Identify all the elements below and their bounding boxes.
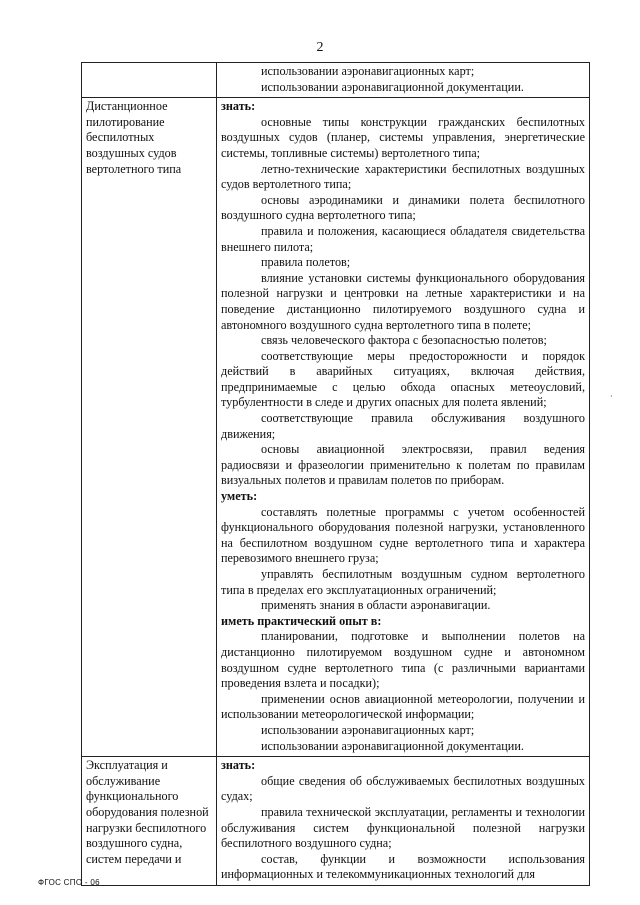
requirement-label: уметь: xyxy=(221,489,258,504)
table-row xyxy=(82,757,590,886)
requirements-cell xyxy=(217,63,590,98)
requirement-item: влияние установки системы функционального оборудования полезной нагрузки и центровки на летные характеристики и на поведение дистанционно пилотируемого воздушного судна и автономного воздушного судна вертолетного типа в полете; xyxy=(221,270,585,332)
requirement-item: управлять беспилотным воздушным судном вертолетного типа в пределах его эксплуатационных ограничений; xyxy=(221,567,585,597)
requirement-label: знать: xyxy=(221,99,256,114)
requirement-item: соответствующие меры предосторожности и порядок действий в аварийных ситуациях, включая действия, предпринимаемые с целью обхода опасных метеоусловий, турбулентности в следе и других опасных для полета явлений; xyxy=(221,348,585,410)
requirement-item: использовании аэронавигационных карт; xyxy=(261,722,475,737)
requirement-item: общие сведения об обслуживаемых беспилотных воздушных судах; xyxy=(221,773,585,804)
requirement-item: основные типы конструкции гражданских беспилотных воздушных судов (планер, системы управления, энергетические системы, топливные системы) вертолетного типа; xyxy=(221,114,585,160)
competency-table xyxy=(81,62,590,886)
scan-mark: · xyxy=(610,392,613,401)
requirements-cell xyxy=(217,757,590,886)
requirements-cell xyxy=(217,98,590,757)
requirement-item: использовании аэронавигационной документации. xyxy=(261,79,524,94)
requirement-item: связь человеческого фактора с безопасностью полетов; xyxy=(261,333,547,348)
requirement-item: использовании аэронавигационной документации. xyxy=(261,738,524,753)
requirement-item: соответствующие правила обслуживания воздушного движения; xyxy=(221,411,585,441)
requirement-item: правила полетов; xyxy=(261,255,351,270)
page-number: 2 xyxy=(316,40,324,55)
footer-code: ФГОС СПО - 06 xyxy=(38,878,100,887)
requirement-label: знать: xyxy=(221,758,256,773)
table-body xyxy=(82,63,590,886)
table-row xyxy=(82,98,590,757)
requirement-item: применении основ авиационной метеорологии, получении и использовании метеорологической информации; xyxy=(221,691,585,722)
requirement-item: основы авиационной электросвязи, правил ведения радиосвязи и фразеологии применительно к полетам по правилам визуальных полетов и правилам полетов по приборам. xyxy=(221,442,585,488)
module-name-cell xyxy=(82,63,217,98)
requirement-item: применять знания в области аэронавигации. xyxy=(261,598,491,613)
requirement-item: правила технической эксплуатации, регламенты и технологии обслуживания систем функциональной полезной нагрузки беспилотного воздушного судна; xyxy=(221,804,585,851)
requirement-item: составлять полетные программы с учетом особенностей функционального оборудования полезной нагрузки, установленного на беспилотном воздушном судне вертолетного типа и характера перевозимого внешнего груза; xyxy=(221,504,585,566)
requirement-label: иметь практический опыт в: xyxy=(221,613,382,628)
requirement-item: основы аэродинамики и динамики полета беспилотного воздушного судна вертолетного типа; xyxy=(221,192,585,223)
requirement-item: правила и положения, касающиеся обладателя свидетельства внешнего пилота; xyxy=(221,223,585,254)
table-row xyxy=(82,63,590,98)
requirement-item: планировании, подготовке и выполнении полетов на дистанционно пилотируемом воздушном судне и автономном воздушном судне вертолетного типа (с различными вариантами проведения взлета и посадки); xyxy=(221,629,585,691)
requirement-item: состав, функции и возможности использования информационных и телекоммуникационных технологий для xyxy=(221,851,585,882)
requirement-item: летно-технические характеристики беспилотных воздушных судов вертолетного типа; xyxy=(221,161,585,192)
requirement-item: использовании аэронавигационных карт; xyxy=(261,64,475,78)
module-name-cell: Эксплуатация и обслуживание функционального оборудования полезной нагрузки беспилотного воздушного судна, систем передачи и xyxy=(82,757,217,886)
module-name-cell: Дистанционное пилотирование беспилотных воздушных судов вертолетного типа xyxy=(82,98,217,757)
